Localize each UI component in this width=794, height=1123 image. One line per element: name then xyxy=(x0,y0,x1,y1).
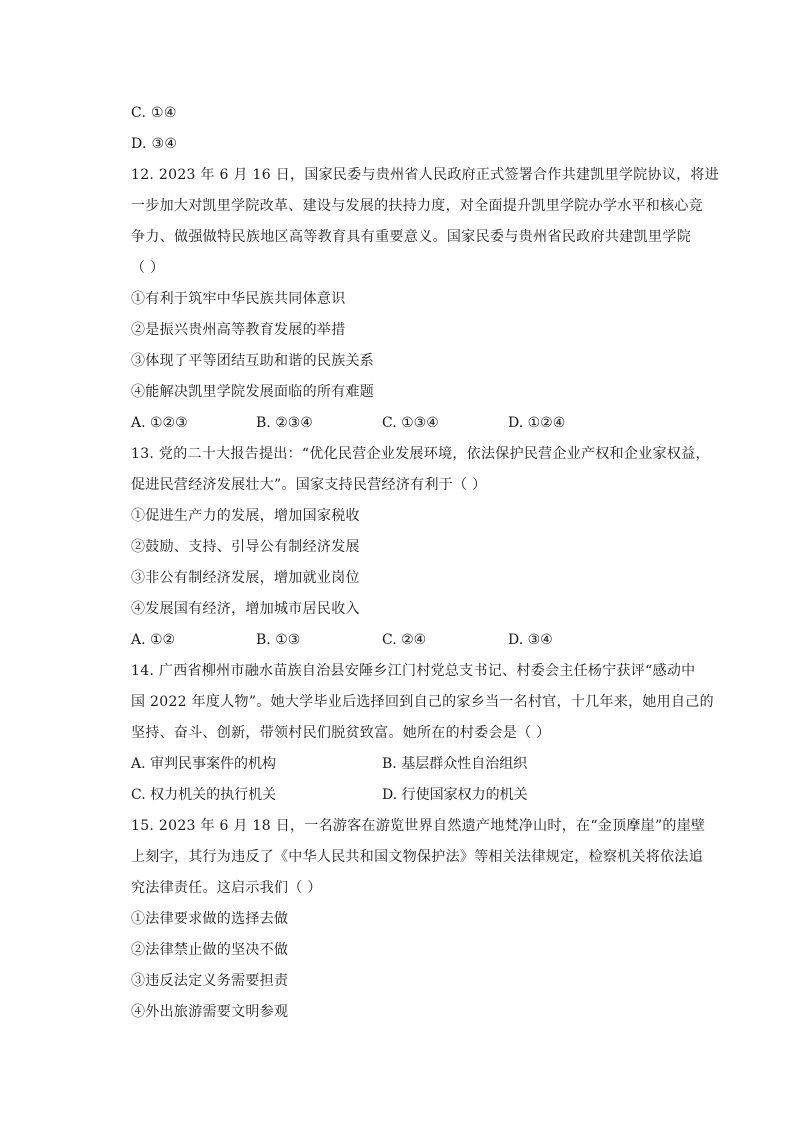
q12-statement-1: ①有利于筑牢中华民族共同体意识 xyxy=(131,291,346,307)
q12-statement-2: ②是振兴贵州高等教育发展的举措 xyxy=(131,322,346,338)
q12-options xyxy=(131,413,691,433)
q12-option-a[interactable]: A. ①②③ xyxy=(131,415,188,431)
q14-stem-line-1: 14. 广西省柳州市融水苗族自治县安陲乡江门村党总支书记、村委会主任杨宁获评“感动中 xyxy=(131,663,696,679)
q14-stem-line-3: 坚持、奋斗、创新，带领村民们脱贫致富。她所在的村委会是（ ） xyxy=(131,725,551,741)
q13-statement-2: ②鼓励、支持、引导公有制经济发展 xyxy=(131,539,360,555)
q15-statement-3: ③违反法定义务需要担责 xyxy=(131,973,289,989)
q13-options xyxy=(131,630,691,650)
q14-options-row-2 xyxy=(131,785,691,805)
q13-stem-line-1: 13. 党的二十大报告提出：“优化民营企业发展环境，依法保护民营企业产权和企业家权益， xyxy=(131,446,710,462)
q15-stem-line-1: 15. 2023 年 6 月 18 日，一名游客在游览世界自然遗产地梵净山时，在“金顶摩崖”的崖壁 xyxy=(131,818,706,834)
q14-option-c[interactable]: C. 权力机关的执行机关 xyxy=(131,787,277,803)
q15-stem-line-2: 上刻字，其行为违反了《中华人民共和国文物保护法》等相关法律规定，检察机关将依法追 xyxy=(131,849,703,865)
q14-stem-line-2: 国 2022 年度人物”。她大学毕业后选择回到自己的家乡当一名村官，十几年来，她用自己的 xyxy=(131,694,714,710)
q13-statement-1: ①促进生产力的发展，增加国家税收 xyxy=(131,508,360,524)
q12-stem-line-2: 一步加大对凯里学院改革、建设与发展的扶持力度，对全面提升凯里学院办学水平和核心竞 xyxy=(131,198,703,214)
q15-stem-line-3: 究法律责任。这启示我们（ ） xyxy=(131,880,322,896)
q13-option-c[interactable]: C. ②④ xyxy=(382,632,427,648)
q13-stem-line-2: 促进民营经济发展壮大”。国家支持民营经济有利于（ ） xyxy=(131,477,487,493)
q13-statement-4: ④发展国有经济，增加城市居民收入 xyxy=(131,601,360,617)
top-option-c: C. ①④ xyxy=(131,105,177,121)
q15-statement-2: ②法律禁止做的坚决不做 xyxy=(131,942,289,958)
q13-statement-3: ③非公有制经济发展，增加就业岗位 xyxy=(131,570,360,586)
q14-option-b[interactable]: B. 基层群众性自治组织 xyxy=(382,756,528,772)
q13-option-d[interactable]: D. ③④ xyxy=(508,632,553,648)
q14-options-row-1 xyxy=(131,754,691,774)
q12-stem-line-3: 争力、做强做特民族地区高等教育具有重要意义。国家民委与贵州省民政府共建凯里学院 xyxy=(131,229,691,245)
q14-option-a[interactable]: A. 审判民事案件的机构 xyxy=(131,756,277,772)
q12-option-d[interactable]: D. ①②④ xyxy=(508,415,566,431)
q15-statement-1: ①法律要求做的选择去做 xyxy=(131,911,289,927)
q12-statement-3: ③体现了平等团结互助和谐的民族关系 xyxy=(131,353,375,369)
q13-option-a[interactable]: A. ①② xyxy=(131,632,176,648)
q12-statement-4: ④能解决凯里学院发展面临的所有难题 xyxy=(131,384,375,400)
top-option-d: D. ③④ xyxy=(131,136,178,152)
q14-option-d[interactable]: D. 行使国家权力的机关 xyxy=(382,787,528,803)
q15-statement-4: ④外出旅游需要文明参观 xyxy=(131,1004,289,1020)
q12-option-b[interactable]: B. ②③④ xyxy=(256,415,313,431)
q12-answer-blank: （ ） xyxy=(131,260,165,276)
q13-option-b[interactable]: B. ①③ xyxy=(256,632,301,648)
q12-stem-line-1: 12. 2023 年 6 月 16 日，国家民委与贵州省人民政府正式签署合作共建凯里学院协议，将进 xyxy=(131,167,720,183)
q12-option-c[interactable]: C. ①③④ xyxy=(382,415,439,431)
